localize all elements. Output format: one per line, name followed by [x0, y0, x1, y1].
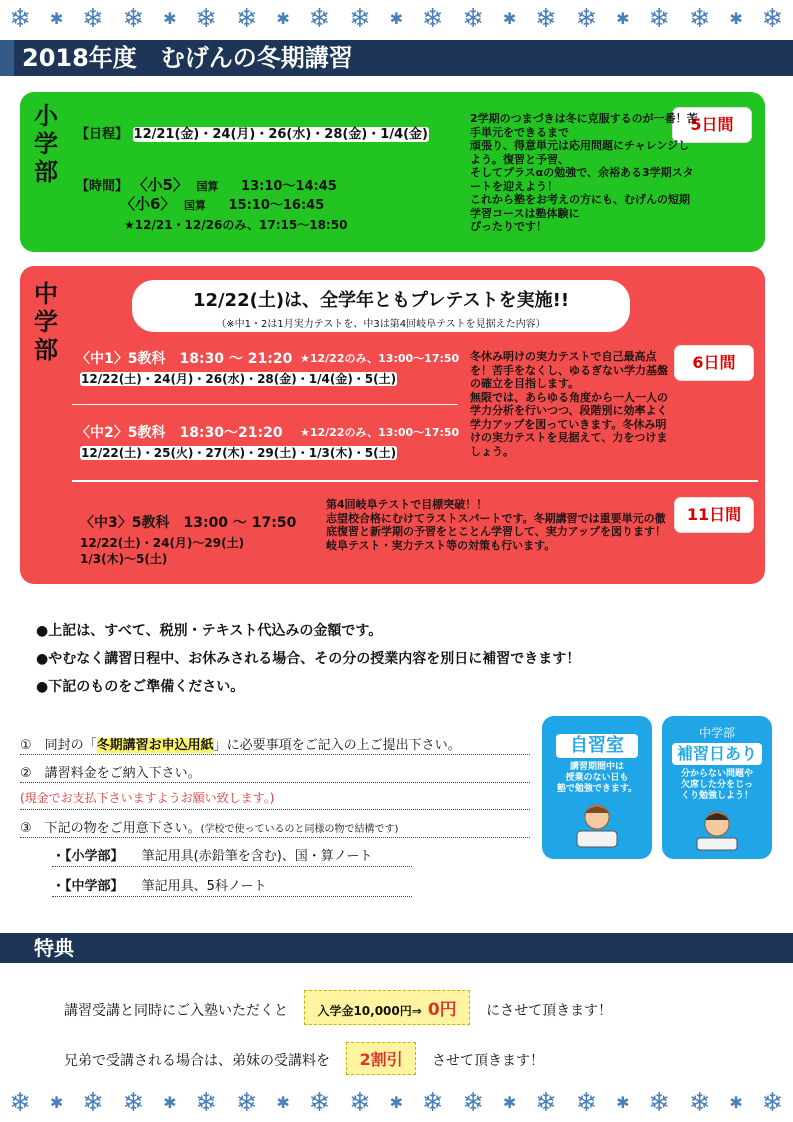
self-study-text: 講習期間中は 授業のない日も 塾で勉強できます。: [556, 762, 638, 794]
snowflake-icon: ❄: [688, 1088, 711, 1118]
snowflake-icon: ✱: [729, 9, 743, 28]
c1-star: ★12/22のみ、13:00〜17:50: [300, 352, 460, 365]
schedule-row: 【日程】 12/21(金)・24(月)・26(水)・28(金)・1/4(金): [76, 127, 429, 142]
snowflake-icon: ❄: [761, 1088, 784, 1118]
snowflake-icon: ❄: [195, 4, 218, 34]
snowflake-icon: ❄: [462, 1088, 485, 1118]
makeup-text: 分からない問題や 欠席した分をじっ くり勉強しよう！: [680, 769, 753, 801]
elementary-note: 2学期のつまづきは冬に克服するのが一番！苦手単元をできるまで 頑張り、得意単元は応用問題にチャレンジしよう。復習と予習、 そしてプラスαの勉強で、余裕ある3学期スタートを迎えよう！ これから塾をお考えの方にも、むげんの短期学習コースは塾体験に ぴったりです！: [470, 112, 698, 233]
makeup-title: 補習日あり: [672, 743, 762, 765]
bullet-makeup: ●やむなく講習日程中、お休みされる場合、その分の授業内容を別日に補習できます！: [36, 651, 581, 667]
snowflake-icon: ✱: [163, 9, 177, 28]
divider: [72, 404, 458, 405]
snowflake-icon: ✱: [616, 1093, 630, 1112]
c1-dates: 12/22(土)・24(月)・26(水)・28(金)・1/4(金)・5(土): [81, 372, 397, 386]
snowflake-icon: ❄: [421, 4, 444, 34]
step-2: ② 講習料金をご納入下さい。: [20, 766, 201, 781]
snowflake-icon: ❄: [235, 1088, 258, 1118]
supplies-middle: ・【中学部】 筆記用具、5科ノート: [52, 879, 267, 894]
snowflake-border-bottom: [0, 1088, 793, 1118]
snowflake-icon: ❄: [349, 1088, 371, 1118]
elementary-days-badge: 5日間: [673, 108, 751, 142]
elementary-panel: [20, 92, 765, 252]
schedule-dates: 12/21(金)・24(月)・26(水)・28(金)・1/4(金): [133, 127, 429, 142]
bullet-tax: ●上記は、すべて、税別・テキスト代込みの金額です。: [36, 623, 383, 639]
c12-note: 冬休み明けの実力テストで自己最高点を！苦手をなくし、ゆるぎない学力基盤の確立を目指します。 無限では、あらゆる角度から一人一人の学力分析を行いつつ、段階別に効率よく学力アップを図っていきます。冬休み明けの実力テストを見据えて、力をつけましょう。: [470, 350, 668, 458]
c2-dates: 12/22(土)・25(火)・27(木)・29(土)・1/3(木)・5(土): [81, 446, 397, 460]
snowflake-icon: ❄: [575, 1088, 598, 1118]
snowflake-icon: ❄: [308, 1088, 331, 1118]
snowflake-icon: ❄: [82, 1088, 104, 1118]
self-study-badge: [542, 716, 652, 859]
step-1: ① 同封の「冬期講習お申込用紙」に必要事項をご記入の上ご提出下さい。: [20, 738, 461, 753]
snowflake-icon: ❄: [82, 4, 104, 34]
snowflake-icon: ✱: [389, 9, 404, 28]
snowflake-icon: ❄: [648, 1088, 671, 1118]
student-illustration: [567, 799, 627, 849]
snowflake-icon: ✱: [502, 9, 517, 28]
dotted-line: [52, 866, 412, 867]
snowflake-icon: ✱: [163, 1093, 177, 1112]
snowflake-icon: ✱: [276, 1093, 290, 1112]
snowflake-icon: ❄: [462, 4, 485, 34]
snowflake-icon: ❄: [195, 1088, 218, 1118]
snowflake-icon: ❄: [235, 4, 258, 34]
tokuten-line-1: 講習受講と同時にご入塾いただくと 入学金10,000円⇒ 0円 にさせて頂きます！: [64, 990, 612, 1025]
tokuten-heading: 特典: [0, 933, 793, 963]
c1-head: 〈中1〉5教科 18:30 〜 21:20: [76, 351, 293, 367]
dotted-line: [20, 754, 530, 755]
pretest-main: 12/22(土)は、全学年ともプレテストを実施!!: [192, 290, 570, 311]
discount-pill: 2割引: [346, 1042, 415, 1075]
snowflake-icon: ❄: [575, 4, 598, 34]
divider: [72, 480, 758, 482]
supplies-elementary: ・【小学部】 筆記用具(赤鉛筆を含む)、国・算ノート: [52, 849, 373, 864]
student-illustration: [687, 806, 747, 852]
snowflake-icon: ❄: [9, 1088, 32, 1118]
step-2-note: (現金でお支払下さいますようお願い致します。): [20, 791, 275, 805]
snowflake-icon: ✱: [49, 1093, 64, 1112]
snowflake-icon: ❄: [688, 4, 711, 34]
pretest-callout: [132, 280, 630, 332]
middle-label: 中 学 部: [34, 280, 58, 364]
middle-school-panel: [20, 266, 765, 584]
snowflake-icon: ❄: [648, 4, 671, 34]
elementary-label: 小 学 部: [34, 102, 58, 186]
snowflake-icon: ✱: [729, 1093, 743, 1112]
snowflake-border-top: [0, 4, 793, 34]
c3-days-badge: 11日間: [675, 498, 753, 532]
admission-fee-pill: 入学金10,000円⇒ 0円: [304, 990, 469, 1025]
makeup-day-badge: [662, 716, 772, 859]
dotted-line: [20, 837, 530, 838]
bullet-prepare: ●下記のものをご準備ください。: [36, 679, 245, 695]
c2-star: ★12/22のみ、13:00〜17:50: [300, 426, 460, 439]
snowflake-icon: ❄: [535, 4, 557, 34]
snowflake-icon: ❄: [421, 1088, 444, 1118]
snowflake-icon: ✱: [616, 9, 630, 28]
snowflake-icon: ❄: [349, 4, 371, 34]
dotted-line: [20, 782, 530, 783]
snowflake-icon: ❄: [535, 1088, 557, 1118]
tokuten-line-2: 兄弟で受講される場合は、弟妹の受講料を 2割引 させて頂きます！: [64, 1042, 544, 1075]
c2-head: 〈中2〉5教科 18:30〜21:20: [76, 425, 283, 441]
c3-dates-1: 12/22(土)・24(月)〜29(土): [80, 536, 245, 550]
snowflake-icon: ❄: [122, 1088, 145, 1118]
snowflake-icon: ❄: [308, 4, 331, 34]
c12-days-badge: 6日間: [675, 346, 753, 380]
self-study-title: 自習室: [556, 734, 638, 758]
step-3: ③ 下記の物をご用意下さい。(学校で使っているのと同様の物で結構です): [20, 821, 399, 836]
time-row-sho5: 【時間】 〈小5〉 国算 13:10〜14:45: [76, 176, 337, 194]
snowflake-icon: ✱: [49, 9, 64, 28]
snowflake-icon: ✱: [502, 1093, 517, 1112]
time-row-sho6: 〈小6〉 国算 15:10〜16:45: [120, 195, 325, 213]
pretest-sub: （※中1・2は1月実力テストを、中3は第4回岐阜テストを見据えた内容）: [216, 319, 546, 330]
dotted-line: [52, 896, 412, 897]
page-title: 2018年度 むげんの冬期講習: [0, 40, 793, 76]
c3-note: 第4回岐阜テストで目標突破！！ 志望校合格にむけてラストスパートです。冬期講習では重要単元の徹底復習と新学期の予習をとことん学習して、実力アップを図ります！岐阜テスト・実力テスト等の対策も行います。: [326, 498, 667, 552]
snowflake-icon: ✱: [276, 9, 290, 28]
snowflake-icon: ❄: [9, 4, 32, 34]
snowflake-icon: ❄: [122, 4, 145, 34]
makeup-top: 中学部: [698, 726, 735, 740]
c3-head: 〈中3〉5教科 13:00 〜 17:50: [80, 515, 297, 531]
snowflake-icon: ✱: [389, 1093, 404, 1112]
snowflake-icon: ❄: [761, 4, 784, 34]
dotted-line: [20, 809, 530, 810]
special-time: ★12/21・12/26のみ、17:15〜18:50: [124, 218, 348, 232]
c3-dates-2: 1/3(木)〜5(土): [80, 552, 168, 566]
